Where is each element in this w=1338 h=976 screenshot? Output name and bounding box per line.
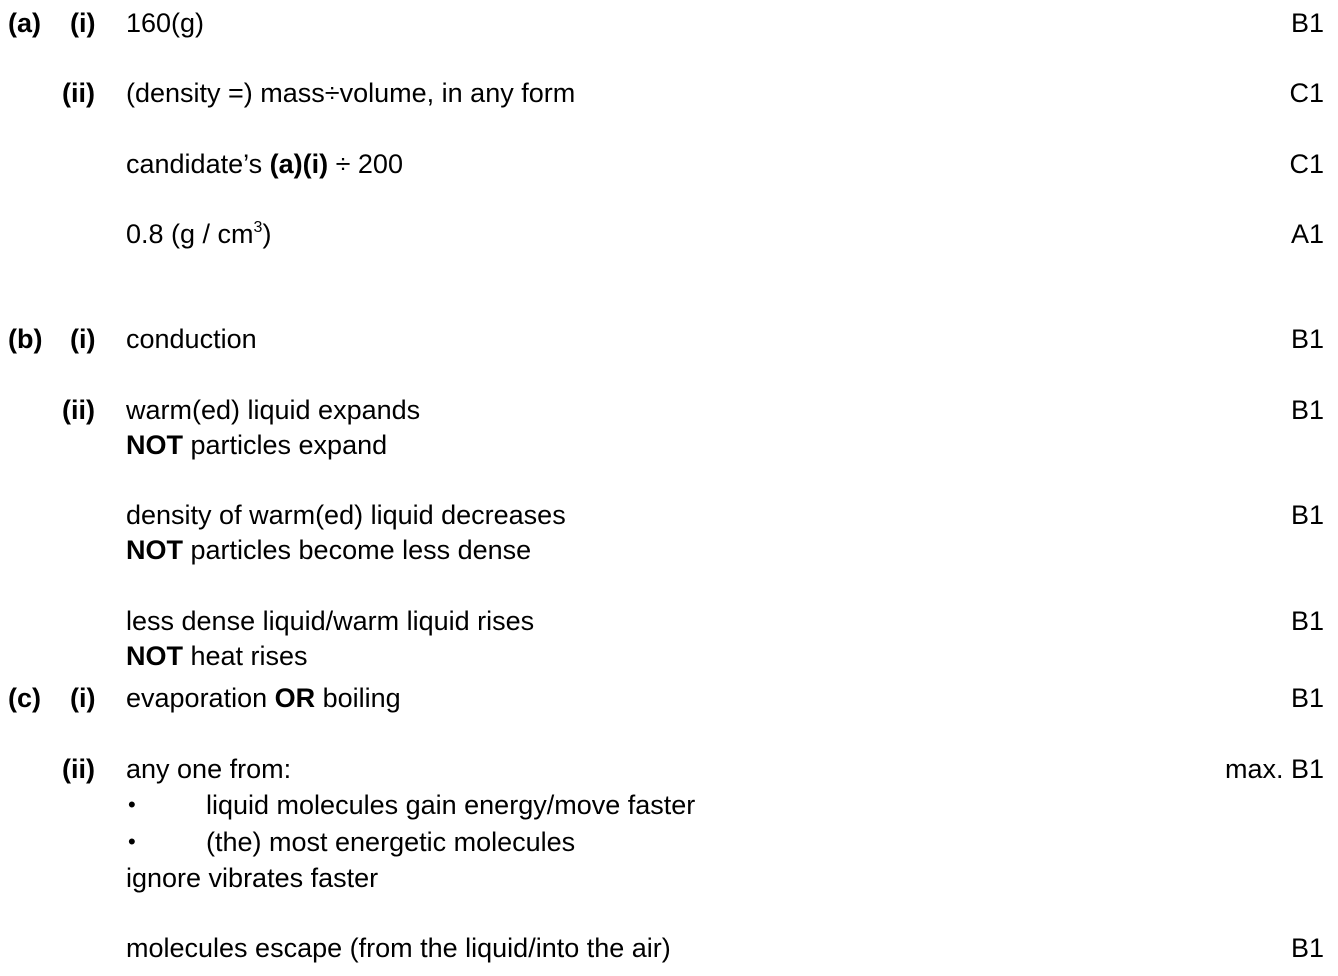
ignore-note: ignore vibrates faster — [126, 863, 379, 893]
mark-b-i: B1 — [1290, 324, 1324, 354]
mark-a-i: B1 — [1290, 8, 1324, 38]
bullet-item-1: liquid molecules gain energy/move faster — [206, 790, 696, 820]
not-text: heat rises — [183, 641, 308, 671]
bullet-icon: • — [128, 792, 136, 817]
answer-c-ii-2: molecules escape (from the liquid/into the air) — [126, 933, 671, 963]
subpart-label-c-ii: (ii) — [62, 754, 95, 784]
mark-c-i: B1 — [1290, 683, 1324, 713]
answer-b-i: conduction — [126, 324, 257, 354]
not-note-b-ii-2 — [126, 537, 531, 564]
bullet-item-2: (the) most energetic molecules — [206, 827, 576, 857]
answer-c-i-pre: evaporation — [126, 683, 275, 713]
mark-b-ii-1: B1 — [1290, 395, 1324, 425]
part-label-b: (b) — [8, 324, 43, 354]
bullet-icon: • — [128, 829, 136, 854]
mark-b-ii-2: B1 — [1290, 500, 1324, 530]
not-text: particles expand — [183, 430, 388, 460]
answer-c-ii-1: any one from: — [126, 754, 292, 784]
not-keyword: NOT — [126, 430, 183, 460]
not-note-b-ii-1 — [126, 432, 387, 459]
subpart-label-a-ii: (ii) — [62, 78, 95, 108]
answer-b-ii-3: less dense liquid/warm liquid rises — [126, 606, 535, 636]
answer-a-ii-3-post: ) — [262, 219, 272, 249]
part-label-a: (a) — [8, 8, 41, 38]
answer-a-ii-3 — [126, 221, 271, 248]
not-keyword: NOT — [126, 535, 183, 565]
answer-b-ii-2: density of warm(ed) liquid decreases — [126, 500, 566, 530]
subpart-label-b-i: (i) — [70, 324, 96, 354]
mark-c-ii-2: B1 — [1290, 933, 1324, 963]
answer-c-i-post: boiling — [315, 683, 401, 713]
answer-b-ii-1: warm(ed) liquid expands — [126, 395, 421, 425]
answer-c-i-or: OR — [274, 683, 316, 713]
not-note-b-ii-3 — [126, 643, 308, 670]
answer-a-ii-2-ref: (a)(i) — [269, 149, 329, 179]
answer-a-i: 160(g) — [126, 8, 205, 38]
answer-a-ii-2 — [126, 151, 403, 178]
subpart-label-a-i: (i) — [70, 8, 96, 38]
mark-a-ii-1: C1 — [1289, 78, 1324, 108]
not-keyword: NOT — [126, 641, 183, 671]
not-text: particles become less dense — [183, 535, 532, 565]
answer-a-ii-3-sup: 3 — [253, 219, 263, 236]
answer-a-ii-2-post: ÷ 200 — [328, 149, 403, 179]
answer-a-ii-3-pre: 0.8 (g / cm — [126, 219, 254, 249]
mark-b-ii-3: B1 — [1290, 606, 1324, 636]
answer-a-ii-1: (density =) mass÷volume, in any form — [126, 78, 576, 108]
mark-a-ii-3: A1 — [1290, 219, 1324, 249]
subpart-label-b-ii: (ii) — [62, 395, 95, 425]
answer-c-i — [126, 685, 401, 712]
mark-c-ii-1: max. B1 — [1224, 754, 1324, 784]
answer-a-ii-2-pre: candidate’s — [126, 149, 270, 179]
part-label-c: (c) — [8, 683, 41, 713]
subpart-label-c-i: (i) — [70, 683, 96, 713]
mark-a-ii-2: C1 — [1289, 149, 1324, 179]
